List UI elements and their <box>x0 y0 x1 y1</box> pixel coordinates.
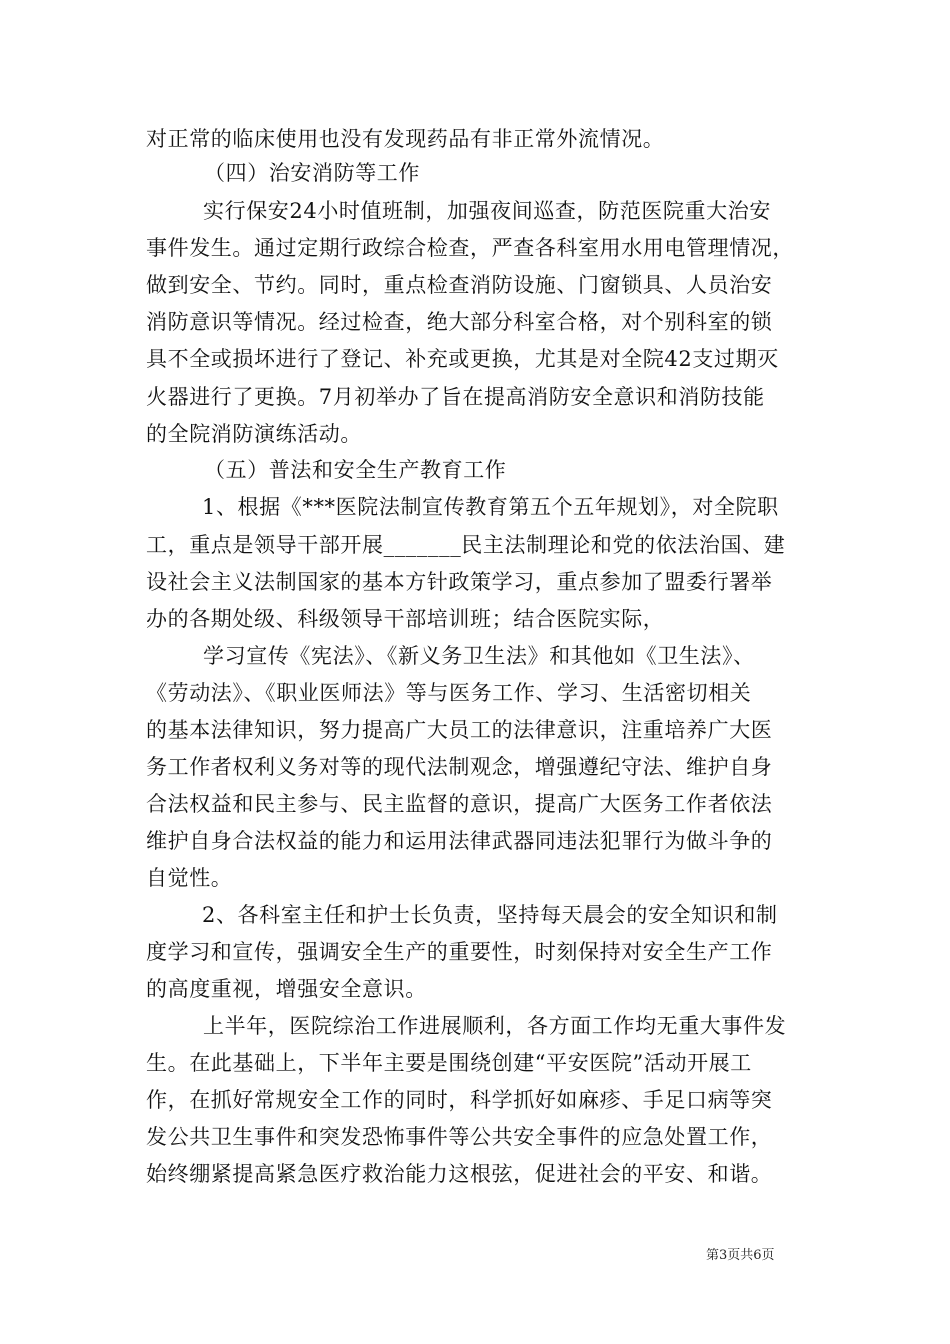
section-heading: （五）普法和安全生产教育工作 <box>204 458 507 482</box>
text-line: 设社会主义法制国家的基本方针政策学习，重点参加了盟委行署举 <box>146 570 773 594</box>
text-line: 1、根据《***医院法制宣传教育第五个五年规划》，对全院职 <box>202 495 779 519</box>
text-line: 火器进行了更换。7月初举办了旨在提高消防安全意识和消防技能 <box>146 385 765 409</box>
text-line: 生。在此基础上，下半年主要是围绕创建“平安医院”活动开展工 <box>146 1051 752 1075</box>
text-line: 的高度重视，增强安全意识。 <box>146 977 427 1001</box>
text-line: 办的各期处级、科级领导干部培训班；结合医院实际， <box>146 607 665 631</box>
text-line: 合法权益和民主参与、民主监督的意识，提高广大医务工作者依法 <box>146 792 773 816</box>
text-line: 学习宣传《宪法》、《新义务卫生法》和其他如《卫生法》、 <box>203 644 755 668</box>
page-number: 第3页共6页 <box>706 1248 775 1263</box>
text-line: 的基本法律知识，努力提高广大员工的法律意识，注重培养广大医 <box>146 718 773 742</box>
text-line: 发公共卫生事件和突发恐怖事件等公共安全事件的应急处置工作， <box>146 1125 773 1149</box>
text-line: 实行保安24小时值班制，加强夜间巡查，防范医院重大治安 <box>203 199 771 223</box>
text-line: 上半年，医院综治工作进展顺利，各方面工作均无重大事件发 <box>203 1014 787 1038</box>
text-line: 作，在抓好常规安全工作的同时，科学抓好如麻疹、手足口病等突 <box>146 1088 773 1112</box>
text-line: 自觉性。 <box>146 866 233 890</box>
section-heading: （四）治安消防等工作 <box>204 161 420 185</box>
text-line: 事件发生。通过定期行政综合检查，严查各科室用水用电管理情况， <box>146 236 794 260</box>
text-line: 的全院消防演练活动。 <box>146 422 362 446</box>
text-line: 消防意识等情况。经过检查，绝大部分科室合格，对个别科室的锁 <box>146 310 773 334</box>
text-line: 《劳动法》、《职业医师法》等与医务工作、学习、生活密切相关 <box>146 681 752 705</box>
text-line: 度学习和宣传，强调安全生产的重要性，时刻保持对安全生产工作 <box>146 940 773 964</box>
text-line: 对正常的临床使用也没有发现药品有非正常外流情况。 <box>146 127 665 151</box>
text-line: 2、各科室主任和护士长负责，坚持每天晨会的安全知识和制 <box>202 903 778 927</box>
text-line: 始终绷紧提高紧急医疗救治能力这根弦，促进社会的平安、和谐。 <box>146 1162 773 1186</box>
text-line: 务工作者权利义务对等的现代法制观念，增强遵纪守法、维护自身 <box>146 755 773 779</box>
text-line: 工，重点是领导干部开展_______民主法制理论和党的依法治国、建 <box>146 533 786 557</box>
text-line: 做到安全、节约。同时，重点检查消防设施、门窗锁具、人员治安 <box>146 273 773 297</box>
text-line: 维护自身合法权益的能力和运用法律武器同违法犯罪行为做斗争的 <box>146 829 773 853</box>
text-line: 具不全或损坏进行了登记、补充或更换，尤其是对全院42支过期灭 <box>146 347 779 371</box>
